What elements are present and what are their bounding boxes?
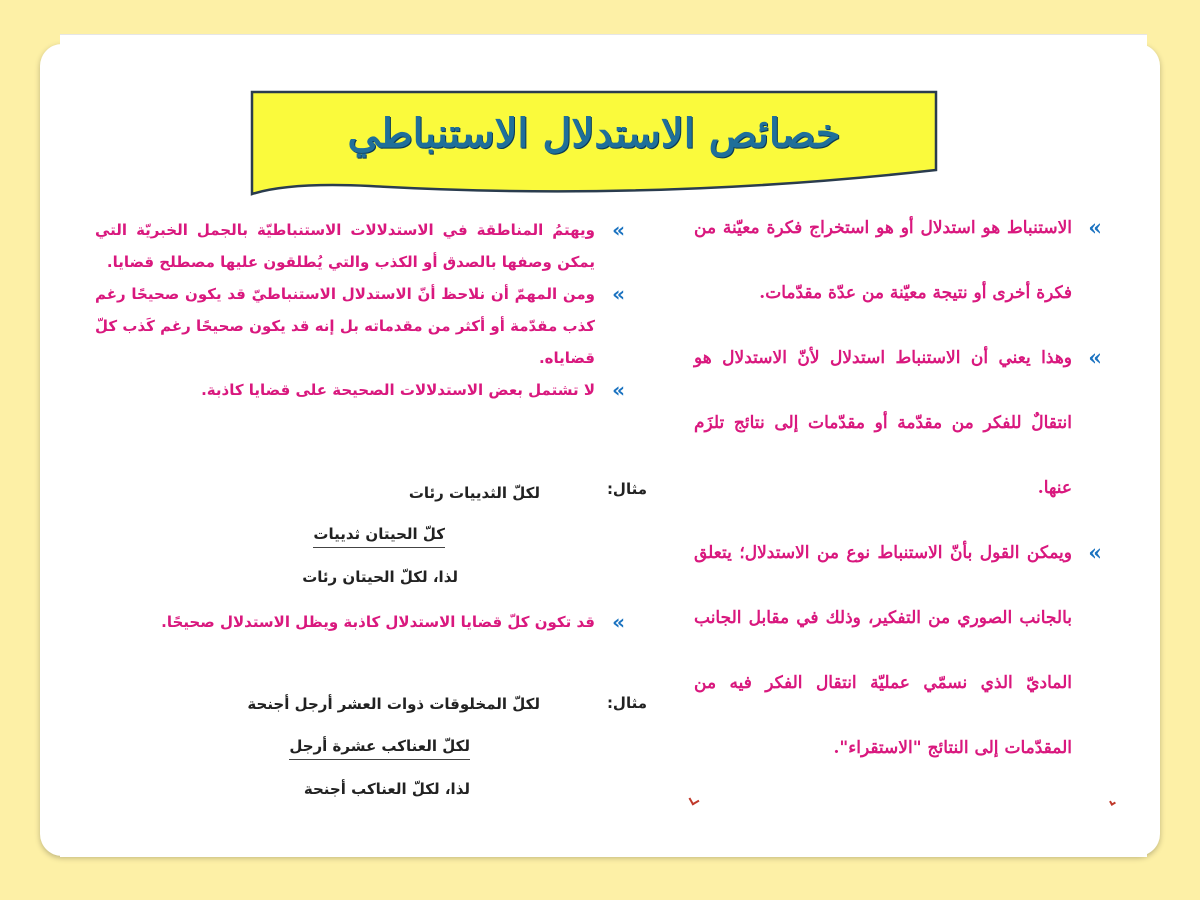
example-2-label: مثال: (606, 694, 647, 712)
example-1-conclusion: لذا، لكلّ الحيتان رئات (302, 568, 458, 586)
example-1-label: مثال: (606, 480, 647, 498)
bullet-icon: » (612, 610, 625, 634)
left-paragraph-2: » ومن المهمّ أن نلاحظ أنّ الاستدلال الاستنباطيّ قد يكون صحيحًا رغم كذب مقدّمة أو أكثر من مقدماته بل إنه قد يكون صحيحًا رغم كَذب كلّ قضاياه. (95, 278, 595, 374)
page-title: خصائص الاستدلال الاستنباطي (347, 110, 841, 157)
bullet-icon: » (612, 378, 625, 402)
left-paragraph-4: » قد تكون كلّ قضايا الاستدلال كاذبة ويظل الاستدلال صحيحًا. (95, 606, 595, 638)
bullet-icon: » (1088, 345, 1102, 371)
example-2-conclusion: لذا، لكلّ العناكب أجنحة (303, 780, 470, 798)
example-1-premise-2: كلّ الحيتان ثدييات (313, 525, 445, 548)
right-paragraph-1: » الاستنباط هو استدلال أو هو استخراج فكرة معيّنة من فكرة أخرى أو نتيجة معيّنة من عدّة مقدّمات. (694, 196, 1072, 326)
right-column (694, 196, 1102, 781)
example-1-premise-1: لكلّ الثدييات رئات (408, 484, 540, 502)
example-2-premise-1: لكلّ المخلوقات ذوات العشر أرجل أجنحة (247, 695, 540, 713)
bullet-icon: » (1088, 540, 1102, 566)
right-paragraph-2: » وهذا يعني أن الاستنباط استدلال لأنّ الاستدلال هو انتقالٌ للفكر من مقدّمة أو مقدّمات إلى نتائج تلزَم عنها. (694, 326, 1072, 521)
bullet-icon: » (612, 218, 625, 242)
left-column (95, 214, 625, 406)
right-paragraph-3: » ويمكن القول بأنّ الاستنباط نوع من الاستدلال؛ يتعلق بالجانب الصوري من التفكير، وذلك في مقابل الجانب الماديّ الذي نسمّي عمليّة انتقال الفكر فيه من المقدّمات إلى النتائج "الاستقراء". (694, 521, 1072, 781)
bullet-icon: » (612, 282, 625, 306)
left-paragraph-3: » لا تشتمل بعض الاستدلالات الصحيحة على قضايا كاذبة. (95, 374, 595, 406)
left-paragraph-1: » ويهتمُ المناطقة في الاستدلالات الاستنباطيّة بالجمل الخبريّة التي يمكن وصفها بالصدق أو الكذب والتي يُطلقون عليها مصطلح قضايا. (95, 214, 595, 278)
bullet-icon: » (1088, 215, 1102, 241)
example-2-premise-2: لكلّ العناكب عشرة أرجل (289, 737, 470, 760)
